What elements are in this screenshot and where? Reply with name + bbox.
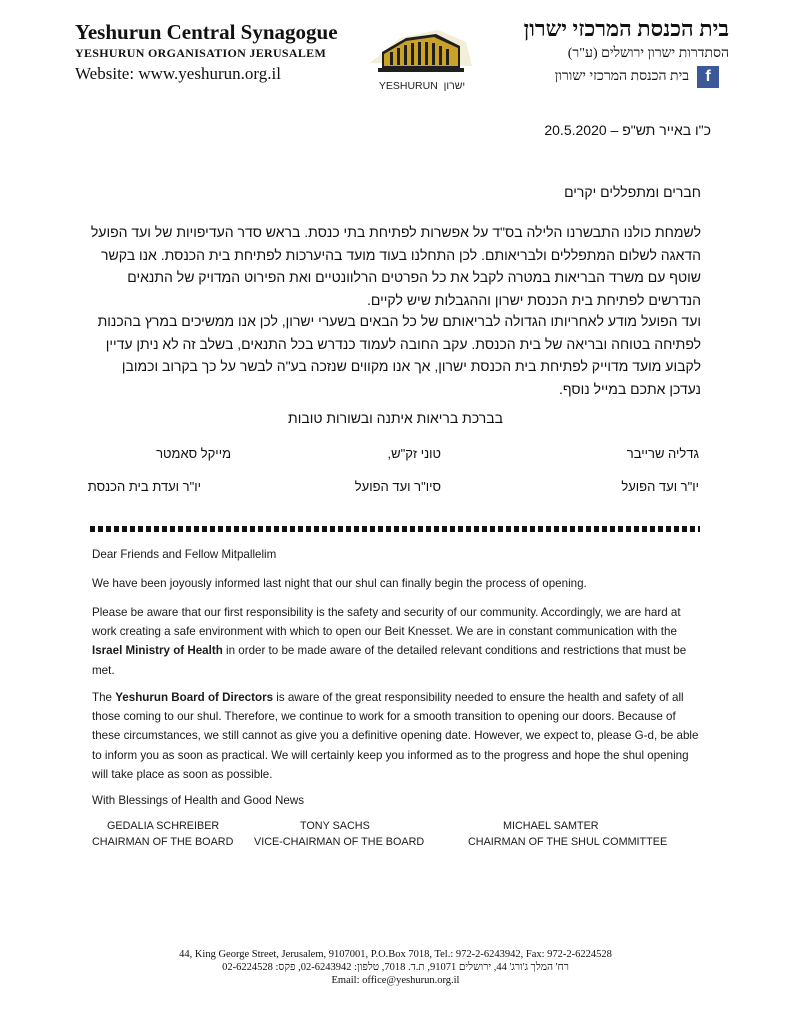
text-run: Please be aware that our first responsibility is the safety and security of our community. Accordingly, we are hard at work creating a safe environment with which to open our Beit Knesset. We are in constant communication with the — [92, 606, 681, 639]
hebrew-signatory-name: טוני זק"ש, — [387, 446, 441, 461]
facebook-row[interactable] — [555, 66, 719, 88]
hebrew-signatory-title: סיו"ר ועד הפועל — [354, 479, 441, 494]
section-divider — [90, 526, 700, 532]
bold-text-board: Yeshurun Board of Directors — [115, 691, 274, 704]
hebrew-greeting: חברים ומתפללים יקרים — [564, 184, 701, 200]
org-name-hebrew: בית הכנסת המרכזי ישרון — [523, 16, 729, 41]
english-signatory-title: CHAIRMAN OF THE SHUL COMMITTEE — [468, 836, 668, 848]
footer-email[interactable]: Email: office@yeshurun.org.il — [331, 975, 460, 986]
text-run: The — [92, 691, 116, 704]
facebook-label[interactable]: בית הכנסת המרכזי ישורון — [554, 69, 689, 84]
english-greeting: Dear Friends and Fellow Mitpallelim — [92, 548, 277, 561]
english-blessing: With Blessings of Health and Good News — [92, 794, 305, 807]
website-link[interactable]: www.yeshurun.org.il — [138, 64, 281, 83]
logo-caption-hebrew: ישרון — [443, 80, 466, 92]
hebrew-signatory-name: גדליה שרייבר — [626, 446, 699, 461]
facebook-icon[interactable]: f — [697, 66, 719, 88]
org-subtitle-english: YESHURUN ORGANISATION JERUSALEM — [75, 46, 327, 60]
logo-caption — [372, 80, 472, 92]
english-signatory-title: VICE-CHAIRMAN OF THE BOARD — [254, 836, 425, 848]
hebrew-blessing: בברכת בריאות איתנה ובשורות טובות — [288, 410, 503, 426]
logo-caption-english: YESHURUN — [378, 80, 438, 92]
org-name-english: Yeshurun Central Synagogue — [75, 20, 338, 44]
date-line: כ"ו באייר תש"פ – 20.5.2020 — [544, 122, 711, 138]
hebrew-signatory-title: יו"ר ועדת בית הכנסת — [87, 479, 201, 494]
text-run: is aware of the great responsibility needed to ensure the health and safety of all those coming to our shul. Therefore, we continue to work for a smooth transition to opening our doors. Because of these circumstances, we still cannot as give you a definitive opening date. However, we expect to, please G-d, be able to inform you as soon as practical. We will certainly keep you informed as to the progress and hope the shul opening will take place as soon as possible. — [92, 691, 699, 781]
hebrew-paragraph-2: ועד הפועל מודע לאחריותו הגדולה לבריאותם של כל הבאים בשערי ישרון, לכן אנו ממשיכים במרץ בהכנות לפתיחה בטוחה ובריאה של בית הכנסת. עקב החובה לעמוד כנדרש בכל התנאים, בשלב זה לא ניתן עדיין לקבוע מועד מדוייק לפתיחת בית הכנסת ישרון, אך אנו מקווים שנזכה בע"ה לבשר על כך בקרוב וכמובן נעדכן אתכם במייל נוסף. — [97, 313, 701, 397]
website-line: Website: www.yeshurun.org.il — [75, 64, 281, 83]
org-subtitle-hebrew: הסתדרות ישרון ירושלים (ע"ר) — [567, 46, 729, 61]
hebrew-paragraph-1: לשמחת כולנו התבשרנו הלילה בס"ד על אפשרות לפתיחת בתי כנסת. בראש סדר העדיפויות של ועד הפועל הדאגה לשלום המתפללים ולבריאותם. לכן התחלנו בעוד מועד בהיערכות לפתיחת בית הכנסת. אנו בקשר שוטף עם משרד הבריאות במטרה לקבל את כל הפרטים הרלוונטיים ואת הפירוט המדויק של התנאים הנדרשים לפתיחת בית הכנסת ישרון וההגבלות שיש לקיים. — [90, 224, 701, 308]
english-signatory-name: MICHAEL SAMTER — [503, 820, 599, 832]
footer-address-english: 44, King George Street, Jerusalem, 9107001, P.O.Box 7018, Tel.: 972-2-6243942, Fax: 972-2-6224528 — [179, 949, 612, 960]
english-paragraph-2 — [92, 603, 704, 680]
english-signatory-name: TONY SACHS — [300, 820, 370, 832]
english-signatory-name: GEDALIA SCHREIBER — [107, 820, 220, 832]
hebrew-signatory-title: יו"ר ועד הפועל — [621, 479, 699, 494]
hebrew-signatory-name: מייקל סאמטר — [156, 446, 231, 461]
footer-address-hebrew: רח' המלך ג'ורג' 44, ירושלים 91071, ת.ד. 7018, טלפון: 02-6243942, פקס: 02-6224528 — [222, 962, 569, 973]
text-run: in order to be made aware of the detailed relevant conditions and restrictions that must be met. — [92, 644, 687, 677]
english-paragraph-3 — [92, 688, 704, 784]
english-paragraph-1: We have been joyously informed last night that our shul can finally begin the process of opening. — [92, 577, 587, 590]
website-label: Website — [75, 64, 130, 83]
bold-text-ministry: Israel Ministry of Health — [92, 644, 223, 658]
english-signatory-title: CHAIRMAN OF THE BOARD — [92, 836, 234, 848]
